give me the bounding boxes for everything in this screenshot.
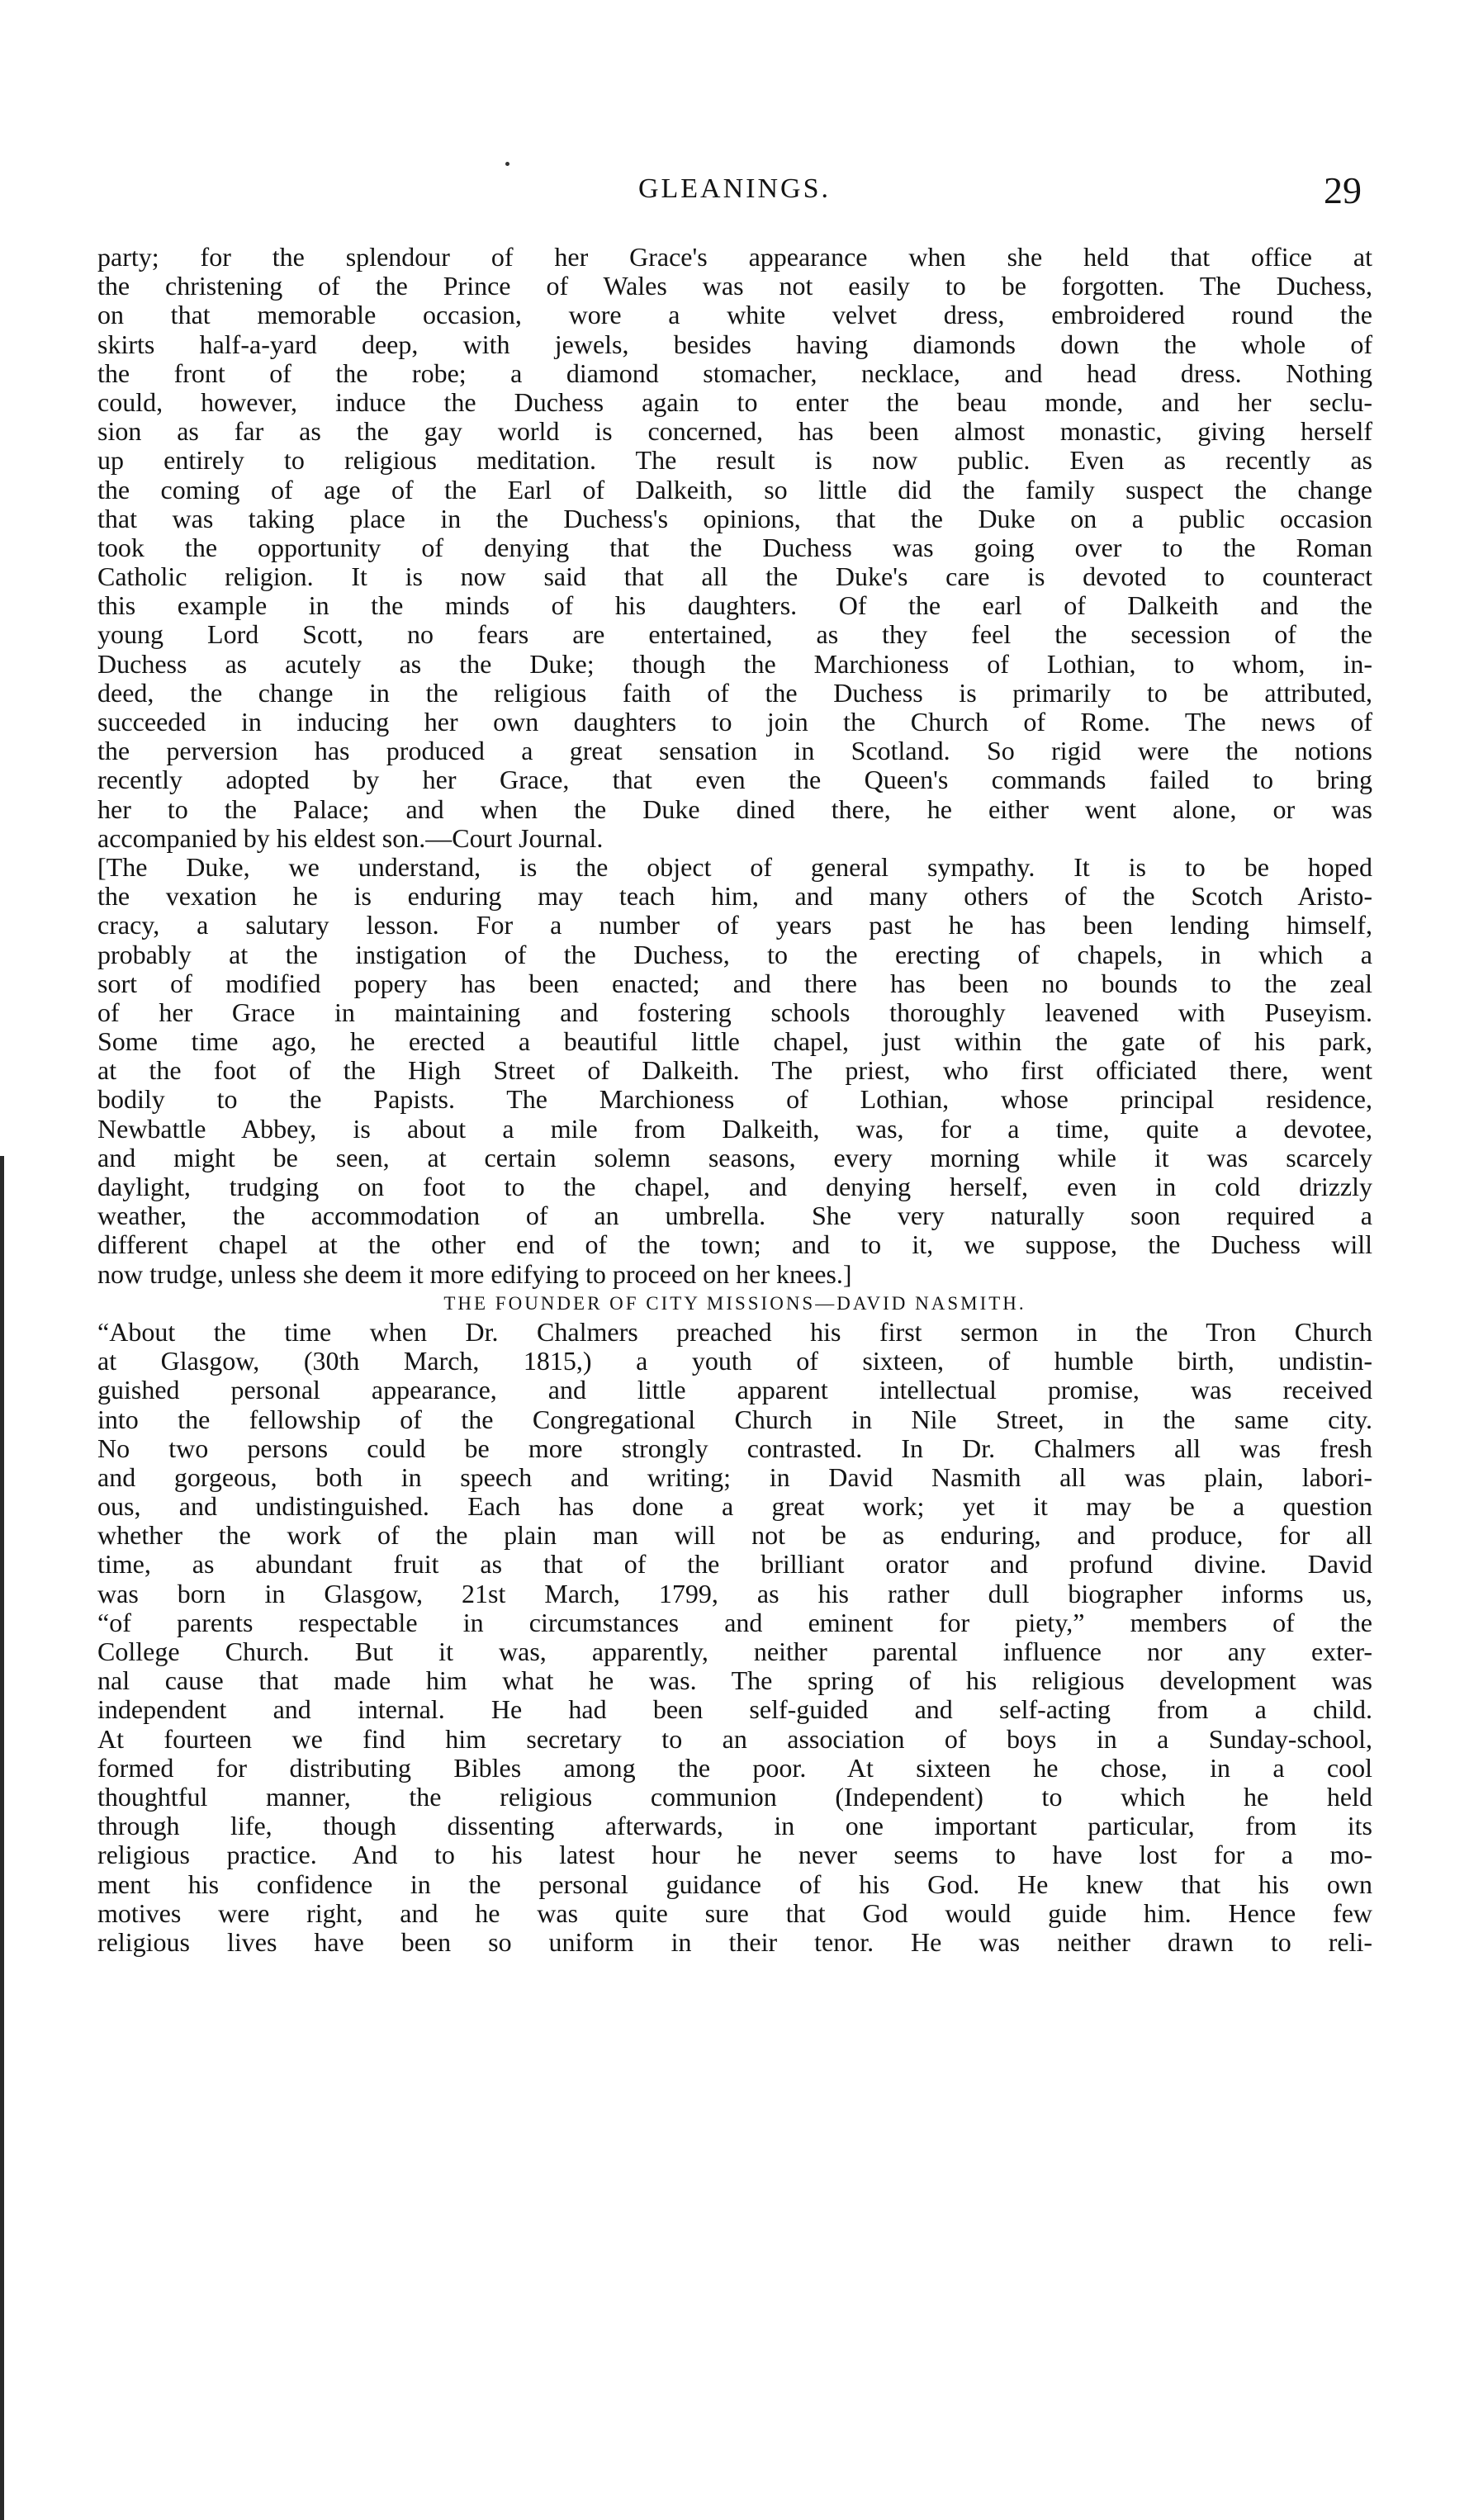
text-line: succeeded in inducing her own daughters to join the Church of Rome. The news of bbox=[97, 707, 1372, 737]
text-line: skirts half-a-yard deep, with jewels, besides having diamonds down the whole of bbox=[97, 329, 1372, 359]
text-line: party; for the splendour of her Grace's appearance when she held that office at bbox=[97, 242, 1372, 272]
text-line: ment his confidence in the personal guidance of his God. He knew that his own bbox=[97, 1869, 1372, 1899]
text-line: No two persons could be more strongly contrasted. In Dr. Chalmers all was fresh bbox=[97, 1433, 1372, 1463]
text-line: motives were right, and he was quite sure that God would guide him. Hence few bbox=[97, 1897, 1372, 1928]
text-line bbox=[97, 1957, 1372, 1986]
text-line: into the fellowship of the Congregational Church in Nile Street, in the same city. bbox=[97, 1404, 1372, 1434]
text-line: on that memorable occasion, wore a white velvet dress, embroidered round the bbox=[97, 300, 1372, 330]
text-line: different chapel at the other end of the town; and to it, we suppose, the Duchess will bbox=[97, 1229, 1372, 1260]
text-line: At fourteen we find him secretary to an association of boys in a Sunday-school, bbox=[97, 1723, 1372, 1754]
text-line: College Church. But it was, apparently, neither parental influence nor any exter- bbox=[97, 1637, 1372, 1666]
text-line: probably at the instigation of the Duchess, to the erecting of chapels, in which a bbox=[97, 939, 1372, 969]
text-line: weather, the accommodation of an umbrella. She very naturally soon required a bbox=[97, 1201, 1372, 1231]
text-line: this example in the minds of his daughters. Of the earl of Dalkeith and the bbox=[97, 590, 1372, 621]
text-line: [The Duke, we understand, is the object of general sympathy. It is to be hoped bbox=[97, 851, 1372, 882]
text-line: daylight, trudging on foot to the chapel, and denying herself, even in cold drizzly bbox=[97, 1172, 1372, 1201]
text-line: now trudge, unless she deem it more edifying to proceed on her knees.] bbox=[97, 1258, 852, 1289]
text-line: religious practice. And to his latest hour he never seems to have lost for a mo- bbox=[97, 1840, 1372, 1870]
text-line: religious lives have been so uniform in their tenor. He was neither drawn to reli- bbox=[97, 1926, 1372, 1957]
text-line: Newbattle Abbey, is about a mile from Dalkeith, was, for a time, quite a devotee, bbox=[97, 1113, 1372, 1144]
print-speck bbox=[505, 162, 509, 166]
section-heading: THE FOUNDER OF CITY MISSIONS—DAVID NASMITH. bbox=[443, 1292, 1026, 1314]
text-line: ous, and undistinguished. Each has done a great work; yet it may be a question bbox=[97, 1491, 1372, 1522]
text-line: formed for distributing Bibles among the poor. At sixteen he chose, in a cool bbox=[97, 1752, 1372, 1783]
text-line: and might be seen, at certain solemn seasons, every morning while it was scarcely bbox=[97, 1142, 1372, 1172]
text-line: “About the time when Dr. Chalmers preached his first sermon in the Tron Church bbox=[97, 1316, 1372, 1347]
text-line: at the foot of the High Street of Dalkeith. The priest, who first officiated there, went bbox=[97, 1055, 1372, 1086]
text-line: young Lord Scott, no fears are entertained, as they feel the secession of the bbox=[97, 619, 1372, 650]
text-line: Some time ago, he erected a beautiful little chapel, just within the gate of his park, bbox=[97, 1026, 1372, 1057]
page-edge-rule bbox=[0, 1156, 4, 2520]
text-line: was born in Glasgow, 21st March, 1799, as his rather dull biographer informs us, bbox=[97, 1578, 1372, 1608]
text-line: accompanied by his eldest son.—Court Journal. bbox=[97, 822, 604, 853]
text-line: Duchess as acutely as the Duke; though the Marchioness of Lothian, to whom, in- bbox=[97, 648, 1372, 679]
text-line: bodily to the Papists. The Marchioness of Lothian, whose principal residence, bbox=[97, 1084, 1372, 1115]
text-line: that was taking place in the Duchess's opinions, that the Duke on a public occasion bbox=[97, 503, 1372, 533]
text-line: thoughtful manner, the religious communion (Independent) to which he held bbox=[97, 1781, 1372, 1812]
body-text bbox=[97, 243, 1372, 1986]
text-line: the coming of age of the Earl of Dalkeith, so little did the family suspect the change bbox=[97, 474, 1372, 504]
text-line: up entirely to religious meditation. The result is now public. Even as recently as bbox=[97, 445, 1372, 476]
text-line: cracy, a salutary lesson. For a number of years past he has been lending himself, bbox=[97, 910, 1372, 940]
text-line: whether the work of the plain man will not be as enduring, and produce, for all bbox=[97, 1520, 1372, 1551]
text-line: the vexation he is enduring may teach him, and many others of the Scotch Aristo- bbox=[97, 881, 1372, 912]
text-line: Catholic religion. It is now said that all the Duke's care is devoted to counteract bbox=[97, 561, 1372, 592]
text-line: guished personal appearance, and little apparent intellectual promise, was received bbox=[97, 1375, 1372, 1405]
text-line: nal cause that made him what he was. The spring of his religious development was bbox=[97, 1665, 1372, 1696]
text-line: and gorgeous, both in speech and writing; in David Nasmith all was plain, labori- bbox=[97, 1461, 1372, 1492]
text-line: the perversion has produced a great sensation in Scotland. So rigid were the notions bbox=[97, 736, 1372, 766]
text-line: through life, though dissenting afterwards, in one important particular, from its bbox=[97, 1811, 1372, 1841]
text-line: time, as abundant fruit as that of the brilliant orator and profund divine. David bbox=[97, 1549, 1372, 1580]
text-line: “of parents respectable in circumstances and eminent for piety,” members of the bbox=[97, 1607, 1372, 1637]
text-line: deed, the change in the religious faith of the Duchess is primarily to be attributed, bbox=[97, 677, 1372, 708]
text-line: could, however, induce the Duchess again to enter the beau monde, and her seclu- bbox=[97, 386, 1372, 417]
text-line: of her Grace in maintaining and fostering schools thoroughly leavened with Puseyism. bbox=[97, 997, 1372, 1027]
running-head bbox=[0, 168, 1469, 218]
text-line: independent and internal. He had been self-guided and self-acting from a child. bbox=[97, 1694, 1372, 1725]
text-line: the christening of the Prince of Wales was not easily to be forgotten. The Duchess, bbox=[97, 271, 1372, 301]
running-title: GLEANINGS. bbox=[637, 173, 832, 204]
text-line: sion as far as the gay world is concerned, has been almost monastic, giving herself bbox=[97, 416, 1372, 447]
page-number: 29 bbox=[1324, 169, 1362, 211]
text-line: sort of modified popery has been enacted; and there has been no bounds to the zeal bbox=[97, 968, 1372, 998]
text-line: took the opportunity of denying that the Duchess was going over to the Roman bbox=[97, 532, 1372, 562]
text-line: at Glasgow, (30th March, 1815,) a youth of sixteen, of humble birth, undistin- bbox=[97, 1346, 1372, 1376]
text-line: the front of the robe; a diamond stomacher, necklace, and head dress. Nothing bbox=[97, 358, 1372, 388]
text-line: her to the Palace; and when the Duke dined there, he either went alone, or was bbox=[97, 793, 1372, 824]
text-line: recently adopted by her Grace, that even the Queen's commands failed to bring bbox=[97, 765, 1372, 795]
